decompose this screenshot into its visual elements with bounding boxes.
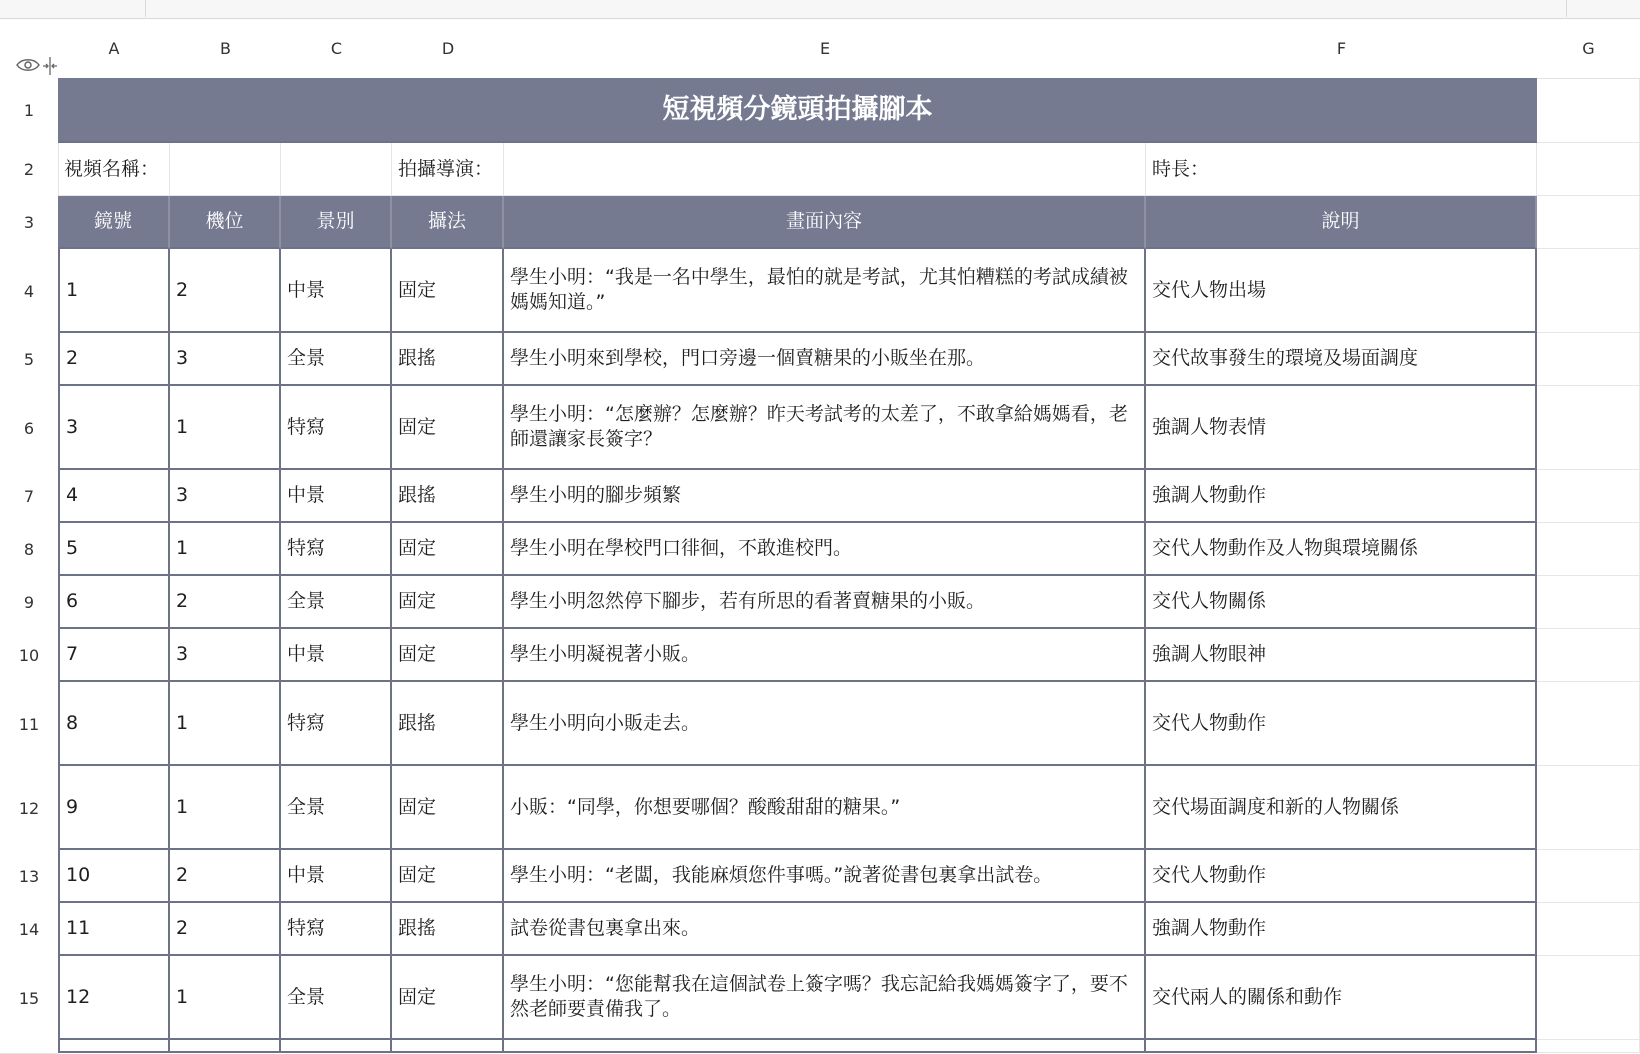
cell-text: 9 (66, 795, 79, 818)
cell-text: 鏡號 (93, 210, 132, 232)
cell-text: 12 (18, 798, 40, 818)
cell-text: 中景 (287, 643, 326, 665)
cell-text: 2 (23, 160, 35, 179)
table-header-2[interactable] (170, 196, 281, 249)
cell-text: 機位 (205, 210, 244, 232)
table-header-1[interactable] (58, 196, 170, 249)
director-value[interactable] (504, 143, 1146, 196)
table-cell-content[interactable] (504, 576, 1146, 629)
table-header-4[interactable] (392, 196, 504, 249)
table-cell-note[interactable] (1146, 576, 1537, 629)
cell-text: 固定 (398, 985, 437, 1008)
cell-text: 跟搖 (398, 711, 437, 734)
cell-text: 特寫 (287, 537, 326, 559)
cell-text: 試卷從書包裏拿出來。 (510, 917, 701, 939)
cell-text: 攝法 (427, 210, 466, 232)
cell-text: 固定 (398, 590, 437, 612)
table-cell-method[interactable] (392, 629, 504, 682)
cell-text: 8 (23, 540, 35, 559)
table-cell-shot[interactable] (281, 629, 392, 682)
table-cell-note[interactable] (1146, 850, 1537, 903)
cell-text: 全景 (287, 795, 326, 818)
video-name-value[interactable] (170, 143, 281, 196)
table-cell-no[interactable] (58, 386, 170, 470)
cell-text: B (220, 39, 231, 58)
cell-text: 拍攝導演： (398, 157, 494, 180)
cell-text: 1 (176, 537, 189, 559)
table-cell-shot[interactable] (281, 903, 392, 956)
table-cell-no[interactable] (58, 249, 170, 333)
table-cell-content[interactable] (504, 470, 1146, 523)
collapse-columns-icon[interactable] (43, 56, 57, 80)
table-cell-content[interactable] (504, 682, 1146, 766)
table-cell-note[interactable] (1146, 956, 1537, 1040)
cell-g2[interactable] (1537, 143, 1640, 196)
table-cell-pos[interactable] (170, 386, 281, 470)
row-header-13[interactable] (0, 850, 59, 904)
cell-text: 景別 (316, 210, 355, 232)
toolbar-end (1566, 0, 1640, 17)
row-header-2[interactable] (0, 143, 59, 197)
table-cell-pos[interactable] (170, 249, 281, 333)
table-cell-note[interactable] (1146, 523, 1537, 576)
cell-text: 1 (23, 101, 35, 120)
table-cell-method[interactable] (392, 956, 504, 1040)
table-cell-note[interactable] (1146, 766, 1537, 850)
row-header-3[interactable] (0, 196, 59, 250)
table-cell-shot[interactable] (281, 249, 392, 333)
name-box[interactable] (0, 0, 146, 17)
table-cell-method[interactable] (392, 333, 504, 386)
cell-text: 學生小明來到學校，門口旁邊一個賣糖果的小販坐在那。 (510, 347, 986, 369)
cell-text: 固定 (398, 415, 437, 438)
cell-text: 3 (66, 415, 79, 438)
row-header-15[interactable] (0, 956, 59, 1041)
table-cell-no[interactable] (58, 956, 170, 1040)
table-cell-method[interactable] (392, 766, 504, 850)
table-cell-method[interactable] (392, 850, 504, 903)
empty-cell-g[interactable] (1537, 249, 1640, 333)
table-cell-content[interactable] (504, 386, 1146, 470)
table-cell-pos[interactable] (170, 956, 281, 1040)
cell-text: 學生小明：“您能幫我在這個試卷上簽字嗎？我忘記給我媽媽簽字了，要不然老師要責備我了。 (510, 973, 1128, 1020)
table-cell-shot[interactable] (281, 576, 392, 629)
table-cell-shot[interactable] (281, 333, 392, 386)
cell-text: E (819, 39, 831, 58)
cell-text: 交代兩人的關係和動作 (1152, 985, 1343, 1008)
cell-text: 10 (66, 864, 91, 886)
cell-text: 4 (66, 484, 79, 506)
row-header-9[interactable] (0, 576, 59, 630)
empty-cell[interactable] (504, 1040, 1146, 1053)
cell-text: 3 (176, 484, 189, 506)
table-cell-pos[interactable] (170, 523, 281, 576)
cell-text: 短視頻分鏡頭拍攝腳本 (662, 94, 933, 125)
table-cell-shot[interactable] (281, 523, 392, 576)
video-name-value-2[interactable] (281, 143, 392, 196)
table-cell-no[interactable] (58, 629, 170, 682)
cell-text: 11 (66, 917, 91, 939)
table-cell-pos[interactable] (170, 629, 281, 682)
cell-text: 1 (176, 415, 189, 438)
cell-text: C (330, 39, 343, 58)
table-cell-shot[interactable] (281, 386, 392, 470)
table-cell-no[interactable] (58, 470, 170, 523)
cell-text: 1 (176, 711, 189, 734)
cell-text: 學生小明：“怎麼辦？怎麼辦？昨天考試考的太差了，不敢拿給媽媽看，老師還讓家長簽字？ (510, 403, 1128, 450)
cell-text: 學生小明凝視著小販。 (510, 643, 701, 665)
table-cell-shot[interactable] (281, 766, 392, 850)
cell-text: 中景 (287, 484, 326, 506)
cell-text: D (441, 39, 455, 58)
cell-text: 交代場面調度和新的人物關係 (1152, 795, 1400, 818)
cell-text: 交代人物動作 (1152, 864, 1267, 886)
table-header-5[interactable] (504, 196, 1146, 249)
table-cell-note[interactable] (1146, 682, 1537, 766)
empty-cell-g[interactable] (1537, 956, 1640, 1040)
row-header-14[interactable] (0, 903, 59, 957)
cell-text: 1 (176, 795, 189, 818)
cell-text: 學生小明向小販走去。 (510, 711, 701, 734)
empty-cell-g[interactable] (1537, 386, 1640, 470)
table-cell-method[interactable] (392, 249, 504, 333)
cell-text: 特寫 (287, 415, 326, 438)
row-header-11[interactable] (0, 682, 59, 767)
row-header-16[interactable] (0, 1040, 59, 1054)
table-cell-shot[interactable] (281, 850, 392, 903)
cell-text: 跟搖 (398, 484, 437, 506)
cell-text: 交代人物動作及人物與環境關係 (1152, 537, 1419, 559)
cell-g1[interactable] (1537, 78, 1640, 143)
cell-text: 6 (66, 590, 79, 612)
table-cell-content[interactable] (504, 249, 1146, 333)
table-cell-content[interactable] (504, 766, 1146, 850)
cell-text: 12 (66, 985, 91, 1008)
cell-text: 2 (176, 917, 189, 939)
cell-text: 交代人物出場 (1152, 278, 1267, 301)
table-cell-no[interactable] (58, 850, 170, 903)
row-header-12[interactable] (0, 766, 59, 851)
cell-text: 2 (176, 864, 189, 886)
cell-text: 2 (66, 347, 79, 369)
cell-text: 固定 (398, 864, 437, 886)
select-all-corner[interactable] (0, 19, 59, 79)
row-header-10[interactable] (0, 629, 59, 683)
table-cell-method[interactable] (392, 903, 504, 956)
row-header-7[interactable] (0, 470, 59, 524)
video-name-label[interactable] (58, 143, 170, 196)
cell-g3[interactable] (1537, 196, 1640, 249)
table-cell-no[interactable] (58, 766, 170, 850)
cell-text: 交代人物關係 (1152, 590, 1267, 612)
table-cell-method[interactable] (392, 576, 504, 629)
table-cell-content[interactable] (504, 523, 1146, 576)
cell-text: F (1336, 39, 1347, 58)
duration-label[interactable] (1146, 143, 1537, 196)
table-cell-pos[interactable] (170, 470, 281, 523)
table-cell-method[interactable] (392, 386, 504, 470)
table-cell-content[interactable] (504, 850, 1146, 903)
cell-text: 9 (23, 593, 35, 612)
table-cell-method[interactable] (392, 523, 504, 576)
empty-cell-g[interactable] (1537, 576, 1640, 629)
table-cell-note[interactable] (1146, 629, 1537, 682)
director-label[interactable] (392, 143, 504, 196)
cell-text: 7 (66, 643, 79, 665)
empty-cell-g[interactable] (1537, 333, 1640, 386)
cell-text: 1 (176, 985, 189, 1008)
cell-text: 強調人物動作 (1152, 917, 1267, 939)
empty-cell-g[interactable] (1537, 470, 1640, 523)
cell-text: 2 (176, 590, 189, 612)
cell-text: 3 (23, 213, 35, 232)
cell-text: 1 (66, 278, 79, 301)
row-header-5[interactable] (0, 333, 59, 387)
column-header-g[interactable] (1537, 19, 1640, 79)
cell-text: 2 (176, 278, 189, 301)
column-header-f[interactable] (1146, 19, 1538, 79)
cell-text: 全景 (287, 985, 326, 1008)
cell-text: 強調人物表情 (1152, 415, 1267, 438)
table-cell-pos[interactable] (170, 903, 281, 956)
empty-cell[interactable] (392, 1040, 504, 1053)
cell-text: 交代故事發生的環境及場面調度 (1152, 347, 1419, 369)
table-cell-note[interactable] (1146, 470, 1537, 523)
cell-text: 小販：“同學，你想要哪個？酸酸甜甜的糖果。” (510, 795, 901, 818)
cell-text: 學生小明的腳步頻繁 (510, 484, 682, 506)
row-header-8[interactable] (0, 523, 59, 577)
cell-text: 強調人物眼神 (1152, 643, 1267, 665)
empty-cell[interactable] (1537, 1040, 1640, 1053)
column-header-c[interactable] (281, 19, 393, 79)
table-cell-shot[interactable] (281, 470, 392, 523)
cell-text: 13 (18, 867, 40, 886)
formula-bar (0, 0, 1640, 19)
cell-text: 固定 (398, 278, 437, 301)
cell-text: 全景 (287, 347, 326, 369)
cell-text: 5 (23, 350, 35, 369)
empty-cell-g[interactable] (1537, 682, 1640, 766)
cell-text: 學生小明：“老闆，我能麻煩您件事嗎。”說著從書包裏拿出試卷。 (510, 864, 1053, 886)
cell-text: 中景 (287, 864, 326, 886)
row-header-4[interactable] (0, 249, 59, 334)
table-cell-content[interactable] (504, 903, 1146, 956)
cell-text: 中景 (287, 278, 326, 301)
empty-cell-g[interactable] (1537, 766, 1640, 850)
table-header-6[interactable] (1146, 196, 1537, 249)
sheet-title[interactable] (58, 78, 1537, 143)
empty-cell[interactable] (1146, 1040, 1537, 1053)
table-cell-note[interactable] (1146, 249, 1537, 333)
cell-text: 全景 (287, 590, 326, 612)
cell-text: 14 (18, 920, 40, 939)
table-cell-no[interactable] (58, 903, 170, 956)
table-cell-pos[interactable] (170, 766, 281, 850)
row-header-6[interactable] (0, 386, 59, 471)
cell-text: 學生小明忽然停下腳步，若有所思的看著賣糖果的小販。 (510, 590, 986, 612)
eye-icon[interactable] (16, 57, 40, 77)
cell-text: A (108, 39, 120, 58)
empty-cell[interactable] (170, 1040, 281, 1053)
cell-text: 特寫 (287, 917, 326, 939)
empty-cell-g[interactable] (1537, 523, 1640, 576)
cell-text: 固定 (398, 795, 437, 818)
cell-text: 7 (23, 487, 35, 506)
table-cell-method[interactable] (392, 470, 504, 523)
cell-text: 固定 (398, 537, 437, 559)
empty-cell-g[interactable] (1537, 629, 1640, 682)
empty-cell-g[interactable] (1537, 903, 1640, 956)
cell-text: 8 (66, 711, 79, 734)
column-header-b[interactable] (170, 19, 282, 79)
table-cell-shot[interactable] (281, 682, 392, 766)
table-cell-no[interactable] (58, 682, 170, 766)
table-cell-note[interactable] (1146, 333, 1537, 386)
table-cell-shot[interactable] (281, 956, 392, 1040)
cell-text: 學生小明：“我是一名中學生，最怕的就是考試，尤其怕糟糕的考試成績被媽媽知道。” (510, 266, 1128, 313)
cell-text: 跟搖 (398, 347, 437, 369)
table-cell-method[interactable] (392, 682, 504, 766)
row-header-1[interactable] (0, 78, 59, 144)
column-header-d[interactable] (392, 19, 505, 79)
cell-text: 3 (176, 347, 189, 369)
table-cell-content[interactable] (504, 629, 1146, 682)
cell-text: 交代人物動作 (1152, 711, 1267, 734)
table-cell-no[interactable] (58, 333, 170, 386)
cell-text: 固定 (398, 643, 437, 665)
table-cell-content[interactable] (504, 333, 1146, 386)
column-header-a[interactable] (58, 19, 171, 79)
cell-text: 5 (66, 537, 79, 559)
column-header-e[interactable] (504, 19, 1147, 79)
cell-text: 強調人物動作 (1152, 484, 1267, 506)
cell-text: 學生小明在學校門口徘徊，不敢進校門。 (510, 537, 853, 559)
table-cell-no[interactable] (58, 576, 170, 629)
cell-text: 15 (18, 988, 40, 1008)
table-header-3[interactable] (281, 196, 392, 249)
table-cell-note[interactable] (1146, 386, 1537, 470)
cell-text: 跟搖 (398, 917, 437, 939)
cell-text: 視頻名稱： (64, 157, 160, 180)
cell-text: 4 (23, 281, 35, 301)
table-cell-pos[interactable] (170, 850, 281, 903)
empty-cell[interactable] (281, 1040, 392, 1053)
cell-text: 特寫 (287, 711, 326, 734)
table-cell-pos[interactable] (170, 576, 281, 629)
table-cell-pos[interactable] (170, 333, 281, 386)
table-cell-no[interactable] (58, 523, 170, 576)
cell-text: 畫面內容 (785, 210, 862, 232)
table-cell-note[interactable] (1146, 903, 1537, 956)
empty-cell[interactable] (58, 1040, 170, 1053)
cell-text: 11 (18, 714, 40, 734)
cell-text: 3 (176, 643, 189, 665)
cell-text: 時長： (1152, 157, 1210, 180)
cell-text: 10 (18, 646, 40, 665)
empty-cell-g[interactable] (1537, 850, 1640, 903)
cell-text: 說明 (1321, 210, 1360, 232)
cell-text: G (1582, 39, 1595, 58)
table-cell-content[interactable] (504, 956, 1146, 1040)
cell-text: 6 (23, 418, 35, 438)
table-cell-pos[interactable] (170, 682, 281, 766)
